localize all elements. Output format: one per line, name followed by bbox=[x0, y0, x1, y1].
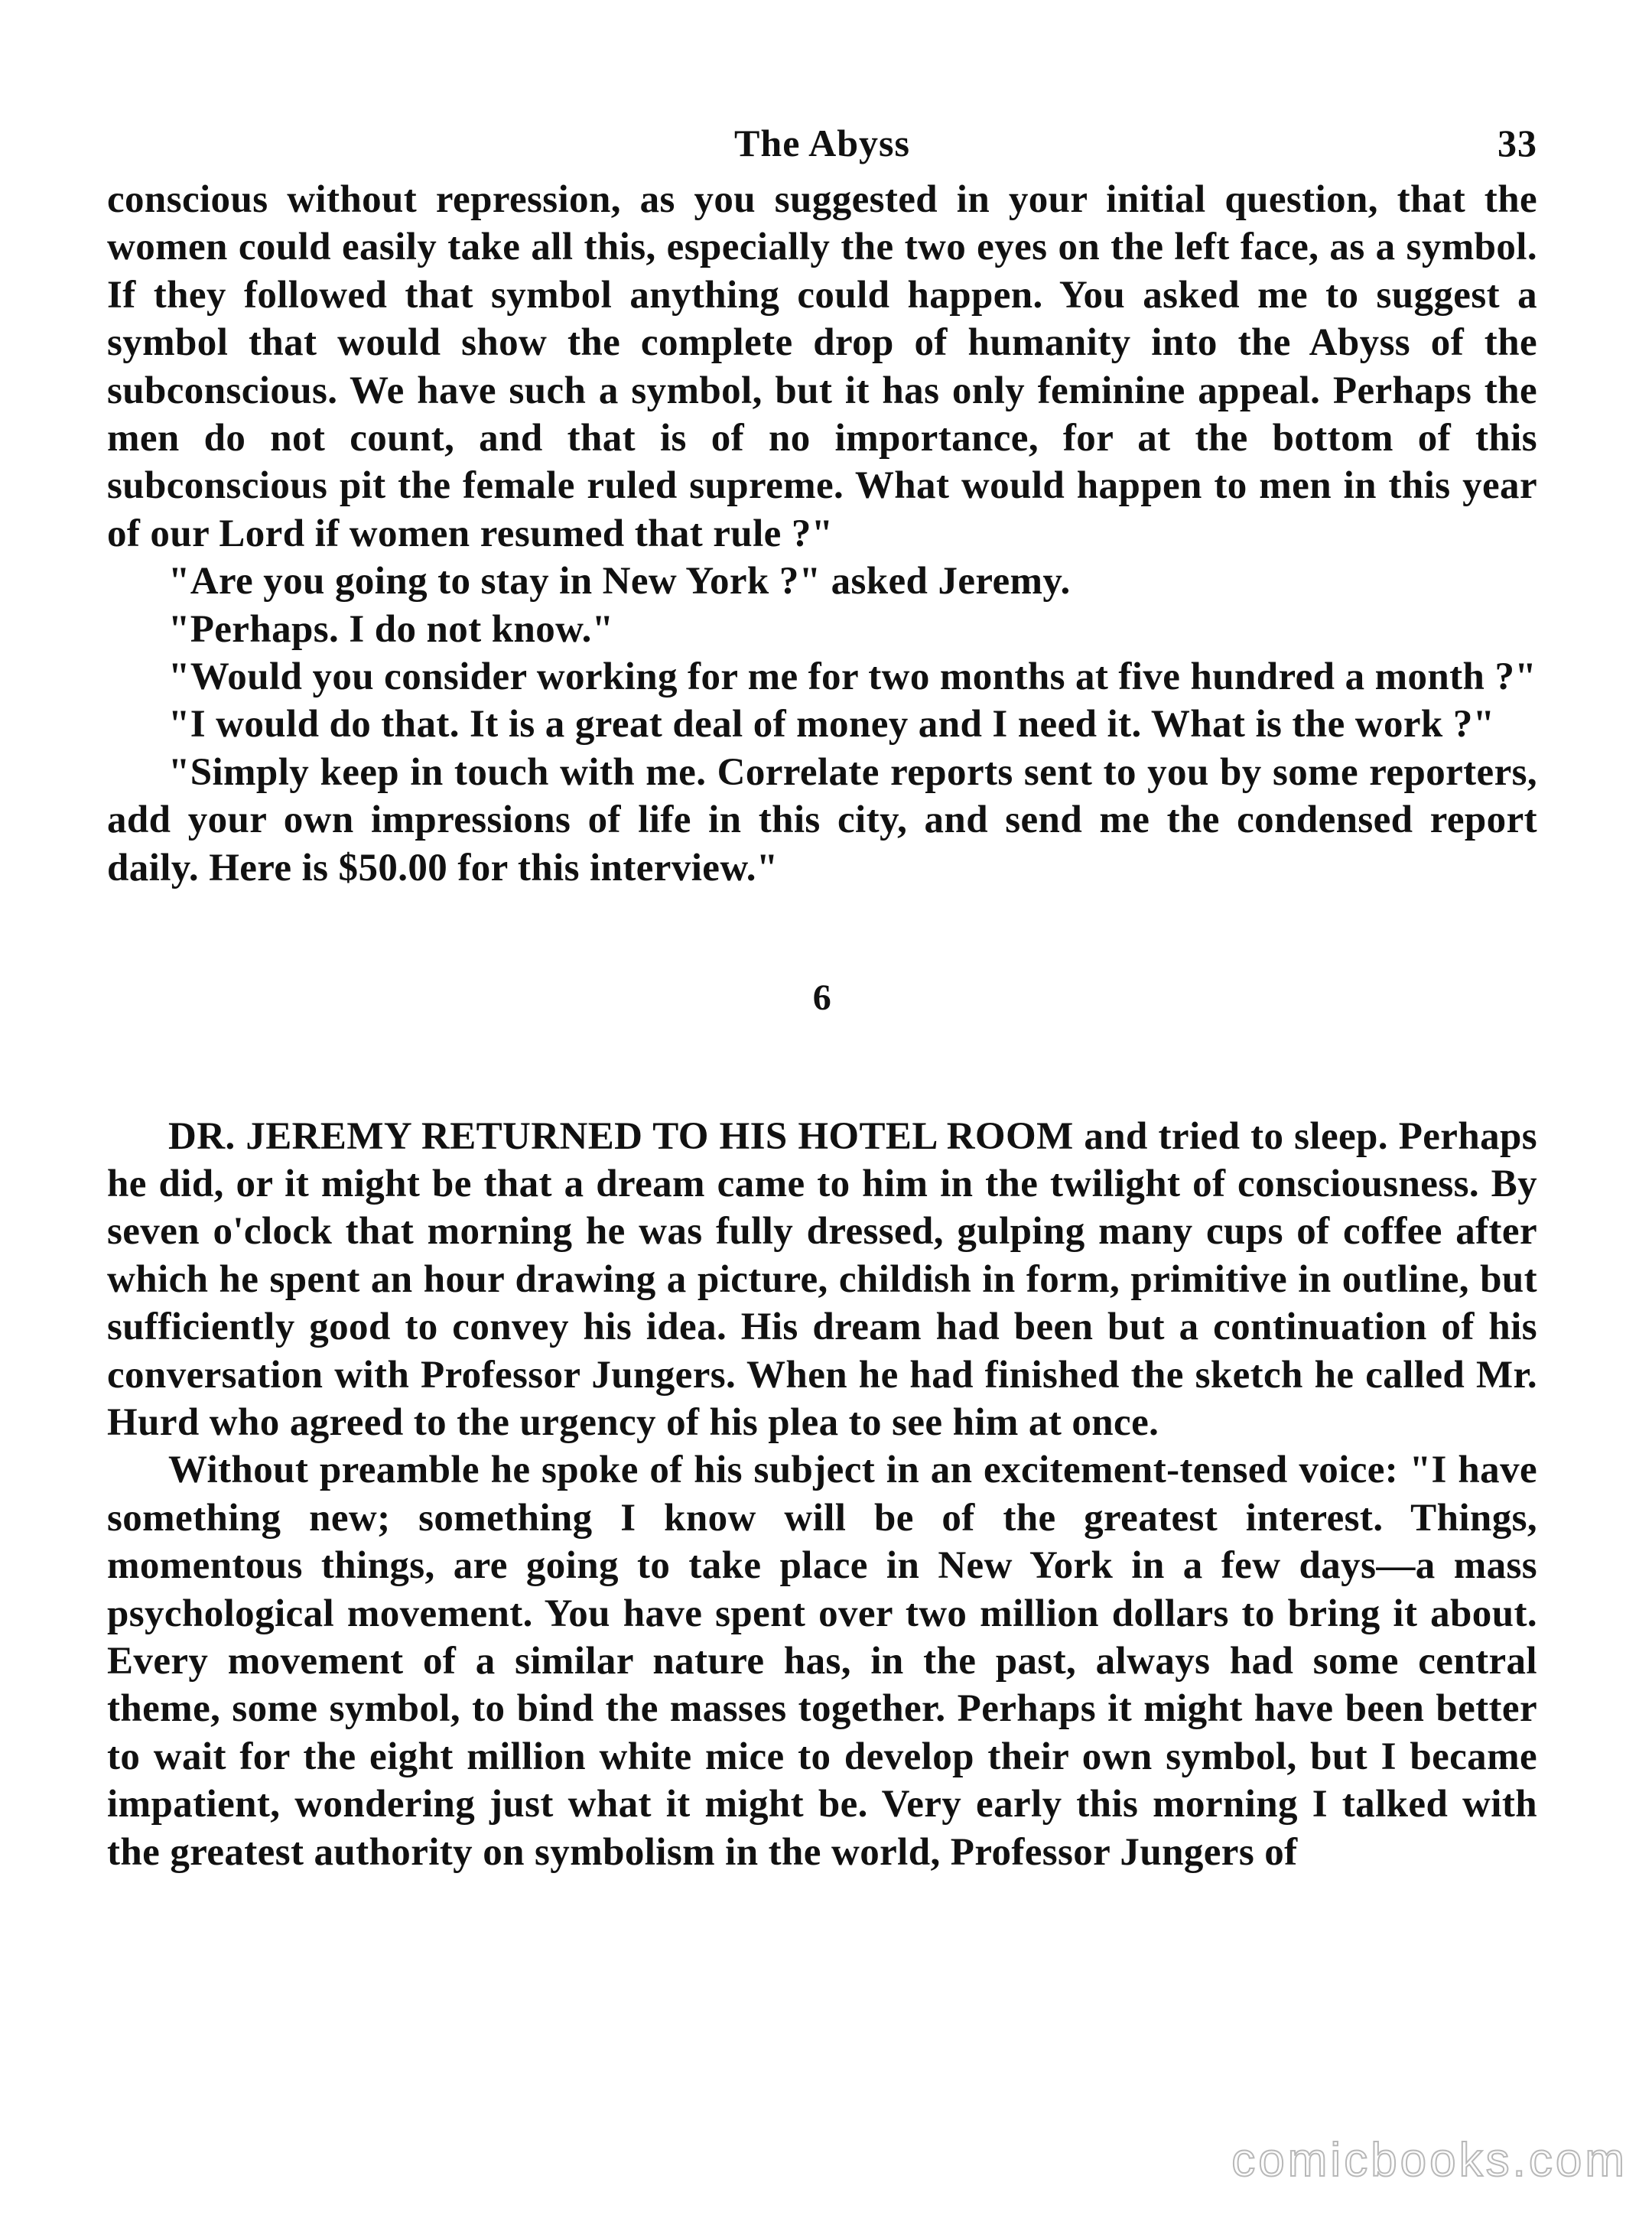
paragraph: "I would do that. It is a great deal of money and I need it. What is the work ?" bbox=[168, 703, 1495, 746]
paragraph: Without preamble he spoke of his subject in an excitement-tensed voice: "I have something new; something I know will be of the greatest interest. Things, momentous things, are going to take place in New York in a few days—a mass psychological movement. You have spent over two million dollars to bring it about. Every movement of a similar nature has, in the past, always had some central theme, some symbol, to bind the masses together. Perhaps it might have been better to wait for the eight million white mice to develop their own symbol, but I became impatient, wondering just what it might be. Very early this morning I talked with the greatest authority on symbolism in the world, Professor Jungers of bbox=[107, 1449, 1537, 1874]
page-number: 33 bbox=[1498, 122, 1537, 164]
book-page bbox=[107, 115, 1537, 1876]
running-title: The Abyss bbox=[734, 122, 910, 164]
paragraph-continued: conscious without repression, as you suggested in your initial question, that the women could easily take all this, especially the two eyes on the left face, as a symbol. If they followed that symbol anything could happen. You asked me to suggest a symbol that would show the complete drop of humanity into the Abyss of the subconscious. We have such a symbol, but it has only feminine appeal. Perhaps the men do not count, and that is of no importance, for at the bottom of this subconscious pit the female ruled supreme. What would happen to men in this year of our Lord if women resumed that rule ?" bbox=[107, 178, 1537, 555]
paragraph: "Simply keep in touch with me. Correlate reports sent to you by some reporters, add your own impressions of life in this city, and send me the condensed report daily. Here is $50.00 for this interview." bbox=[107, 750, 1537, 889]
body-text bbox=[107, 176, 1537, 1876]
watermark: comicbooks.com bbox=[1231, 2134, 1628, 2187]
section-number: 6 bbox=[812, 977, 832, 1019]
running-head bbox=[107, 115, 1537, 176]
paragraph: "Perhaps. I do not know." bbox=[168, 607, 614, 651]
paragraph: "Would you consider working for me for two months at five hundred a month ?" bbox=[168, 655, 1537, 699]
paragraph: DR. JEREMY RETURNED TO HIS HOTEL ROOM and tried to sleep. Perhaps he did, or it might be that a dream came to him in the twilight of consciousness. By seven o'clock that morning he was fully dressed, gulping many cups of coffee after which he spent an hour drawing a picture, childish in form, primitive in outline, but sufficiently good to convey his idea. His dream had been but a continuation of his conversation with Professor Jungers. When he had finished the sketch he called Mr. Hurd who agreed to the urgency of his plea to see him at once. bbox=[107, 1114, 1537, 1444]
paragraph: "Are you going to stay in New York ?" asked Jeremy. bbox=[168, 560, 1071, 603]
